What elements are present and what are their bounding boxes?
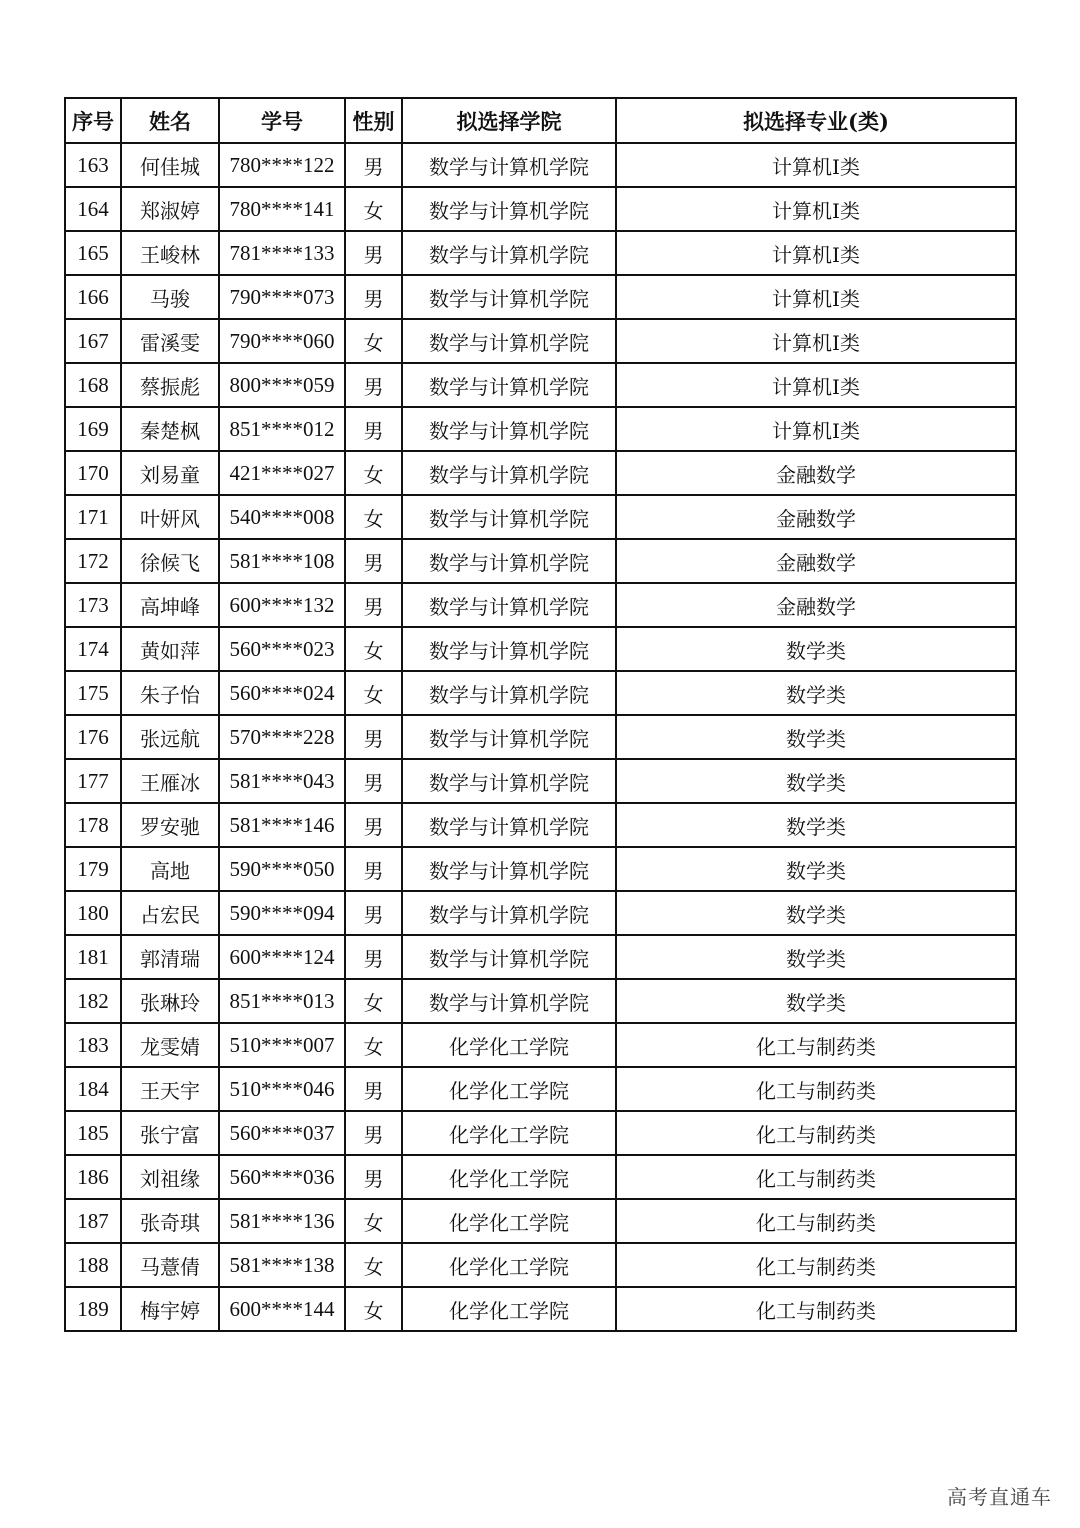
table-row bbox=[65, 715, 1016, 759]
table-row bbox=[65, 1067, 1016, 1111]
table-row bbox=[65, 1155, 1016, 1199]
cell-seq: 174 bbox=[65, 627, 121, 671]
cell-major: 化工与制药类 bbox=[616, 1111, 1016, 1155]
cell-student-id: 780****141 bbox=[219, 187, 345, 231]
cell-seq: 169 bbox=[65, 407, 121, 451]
cell-college: 数学与计算机学院 bbox=[402, 583, 616, 627]
cell-student-id: 800****059 bbox=[219, 363, 345, 407]
cell-gender: 男 bbox=[345, 891, 402, 935]
cell-seq: 179 bbox=[65, 847, 121, 891]
cell-name: 高坤峰 bbox=[121, 583, 219, 627]
cell-seq: 170 bbox=[65, 451, 121, 495]
table-row bbox=[65, 319, 1016, 363]
cell-name: 张琳玲 bbox=[121, 979, 219, 1023]
cell-major: 计算机Ⅰ类 bbox=[616, 275, 1016, 319]
cell-college: 数学与计算机学院 bbox=[402, 143, 616, 187]
cell-student-id: 581****138 bbox=[219, 1243, 345, 1287]
cell-college: 数学与计算机学院 bbox=[402, 847, 616, 891]
header-seq: 序号 bbox=[65, 98, 121, 143]
cell-college: 化学化工学院 bbox=[402, 1067, 616, 1111]
cell-seq: 165 bbox=[65, 231, 121, 275]
table-row bbox=[65, 231, 1016, 275]
cell-name: 王雁冰 bbox=[121, 759, 219, 803]
cell-name: 郑淑婷 bbox=[121, 187, 219, 231]
header-college: 拟选择学院 bbox=[402, 98, 616, 143]
cell-gender: 女 bbox=[345, 627, 402, 671]
header-gender: 性别 bbox=[345, 98, 402, 143]
cell-college: 化学化工学院 bbox=[402, 1111, 616, 1155]
cell-gender: 男 bbox=[345, 1111, 402, 1155]
cell-seq: 166 bbox=[65, 275, 121, 319]
table-row bbox=[65, 891, 1016, 935]
cell-student-id: 581****043 bbox=[219, 759, 345, 803]
cell-college: 数学与计算机学院 bbox=[402, 275, 616, 319]
cell-student-id: 570****228 bbox=[219, 715, 345, 759]
cell-seq: 168 bbox=[65, 363, 121, 407]
cell-college: 数学与计算机学院 bbox=[402, 935, 616, 979]
table-row bbox=[65, 1023, 1016, 1067]
cell-college: 数学与计算机学院 bbox=[402, 759, 616, 803]
header-name: 姓名 bbox=[121, 98, 219, 143]
cell-seq: 189 bbox=[65, 1287, 121, 1331]
cell-gender: 女 bbox=[345, 1243, 402, 1287]
cell-student-id: 510****046 bbox=[219, 1067, 345, 1111]
cell-student-id: 781****133 bbox=[219, 231, 345, 275]
cell-name: 黄如萍 bbox=[121, 627, 219, 671]
table-body bbox=[65, 143, 1016, 1331]
cell-gender: 男 bbox=[345, 759, 402, 803]
cell-student-id: 590****094 bbox=[219, 891, 345, 935]
table-row bbox=[65, 1243, 1016, 1287]
cell-name: 秦楚枫 bbox=[121, 407, 219, 451]
cell-name: 罗安驰 bbox=[121, 803, 219, 847]
cell-major: 数学类 bbox=[616, 979, 1016, 1023]
table-row bbox=[65, 627, 1016, 671]
cell-name: 郭清瑞 bbox=[121, 935, 219, 979]
cell-student-id: 600****144 bbox=[219, 1287, 345, 1331]
cell-seq: 173 bbox=[65, 583, 121, 627]
cell-seq: 186 bbox=[65, 1155, 121, 1199]
cell-college: 数学与计算机学院 bbox=[402, 451, 616, 495]
cell-name: 占宏民 bbox=[121, 891, 219, 935]
cell-major: 数学类 bbox=[616, 847, 1016, 891]
cell-seq: 188 bbox=[65, 1243, 121, 1287]
cell-college: 数学与计算机学院 bbox=[402, 891, 616, 935]
cell-college: 化学化工学院 bbox=[402, 1199, 616, 1243]
cell-student-id: 560****037 bbox=[219, 1111, 345, 1155]
cell-major: 化工与制药类 bbox=[616, 1243, 1016, 1287]
cell-college: 数学与计算机学院 bbox=[402, 231, 616, 275]
table-row bbox=[65, 187, 1016, 231]
cell-gender: 女 bbox=[345, 495, 402, 539]
cell-major: 计算机Ⅰ类 bbox=[616, 363, 1016, 407]
cell-seq: 183 bbox=[65, 1023, 121, 1067]
cell-college: 数学与计算机学院 bbox=[402, 671, 616, 715]
cell-gender: 男 bbox=[345, 539, 402, 583]
cell-student-id: 560****036 bbox=[219, 1155, 345, 1199]
cell-major: 金融数学 bbox=[616, 495, 1016, 539]
cell-major: 化工与制药类 bbox=[616, 1067, 1016, 1111]
cell-seq: 172 bbox=[65, 539, 121, 583]
cell-major: 计算机Ⅰ类 bbox=[616, 407, 1016, 451]
table-row bbox=[65, 583, 1016, 627]
cell-seq: 167 bbox=[65, 319, 121, 363]
table-row bbox=[65, 451, 1016, 495]
cell-student-id: 600****124 bbox=[219, 935, 345, 979]
cell-seq: 181 bbox=[65, 935, 121, 979]
cell-student-id: 421****027 bbox=[219, 451, 345, 495]
table-row bbox=[65, 363, 1016, 407]
cell-student-id: 540****008 bbox=[219, 495, 345, 539]
cell-name: 王天宇 bbox=[121, 1067, 219, 1111]
watermark-text: 高考直通车 bbox=[947, 1485, 1052, 1509]
cell-gender: 男 bbox=[345, 935, 402, 979]
cell-college: 数学与计算机学院 bbox=[402, 495, 616, 539]
cell-gender: 男 bbox=[345, 847, 402, 891]
cell-gender: 男 bbox=[345, 583, 402, 627]
cell-major: 数学类 bbox=[616, 759, 1016, 803]
cell-name: 马骏 bbox=[121, 275, 219, 319]
cell-student-id: 560****023 bbox=[219, 627, 345, 671]
cell-college: 化学化工学院 bbox=[402, 1023, 616, 1067]
cell-major: 数学类 bbox=[616, 803, 1016, 847]
cell-major: 金融数学 bbox=[616, 583, 1016, 627]
cell-seq: 187 bbox=[65, 1199, 121, 1243]
cell-name: 高地 bbox=[121, 847, 219, 891]
table-row bbox=[65, 803, 1016, 847]
cell-major: 计算机Ⅰ类 bbox=[616, 319, 1016, 363]
cell-gender: 女 bbox=[345, 319, 402, 363]
table-row bbox=[65, 275, 1016, 319]
cell-major: 计算机Ⅰ类 bbox=[616, 143, 1016, 187]
cell-student-id: 510****007 bbox=[219, 1023, 345, 1067]
cell-seq: 164 bbox=[65, 187, 121, 231]
cell-gender: 女 bbox=[345, 1023, 402, 1067]
cell-student-id: 790****060 bbox=[219, 319, 345, 363]
cell-name: 马薏倩 bbox=[121, 1243, 219, 1287]
cell-student-id: 581****146 bbox=[219, 803, 345, 847]
cell-seq: 176 bbox=[65, 715, 121, 759]
table-row bbox=[65, 143, 1016, 187]
cell-student-id: 851****013 bbox=[219, 979, 345, 1023]
cell-seq: 184 bbox=[65, 1067, 121, 1111]
cell-name: 徐候飞 bbox=[121, 539, 219, 583]
cell-gender: 女 bbox=[345, 671, 402, 715]
cell-major: 化工与制药类 bbox=[616, 1023, 1016, 1067]
cell-college: 数学与计算机学院 bbox=[402, 319, 616, 363]
cell-major: 化工与制药类 bbox=[616, 1155, 1016, 1199]
cell-seq: 185 bbox=[65, 1111, 121, 1155]
table-row bbox=[65, 671, 1016, 715]
cell-college: 数学与计算机学院 bbox=[402, 979, 616, 1023]
cell-college: 数学与计算机学院 bbox=[402, 539, 616, 583]
table-row bbox=[65, 539, 1016, 583]
cell-major: 化工与制药类 bbox=[616, 1199, 1016, 1243]
table-row bbox=[65, 1287, 1016, 1331]
table-row bbox=[65, 847, 1016, 891]
cell-name: 张远航 bbox=[121, 715, 219, 759]
table-row bbox=[65, 979, 1016, 1023]
header-row bbox=[65, 98, 1016, 143]
header-major: 拟选择专业(类) bbox=[616, 98, 1016, 143]
cell-major: 金融数学 bbox=[616, 451, 1016, 495]
cell-gender: 女 bbox=[345, 1287, 402, 1331]
cell-name: 何佳城 bbox=[121, 143, 219, 187]
cell-major: 数学类 bbox=[616, 715, 1016, 759]
header-student-id: 学号 bbox=[219, 98, 345, 143]
cell-student-id: 560****024 bbox=[219, 671, 345, 715]
cell-student-id: 581****136 bbox=[219, 1199, 345, 1243]
cell-major: 数学类 bbox=[616, 891, 1016, 935]
cell-gender: 男 bbox=[345, 715, 402, 759]
cell-gender: 男 bbox=[345, 275, 402, 319]
cell-major: 数学类 bbox=[616, 935, 1016, 979]
cell-gender: 男 bbox=[345, 803, 402, 847]
cell-major: 数学类 bbox=[616, 627, 1016, 671]
cell-gender: 男 bbox=[345, 143, 402, 187]
cell-major: 数学类 bbox=[616, 671, 1016, 715]
cell-student-id: 590****050 bbox=[219, 847, 345, 891]
cell-college: 数学与计算机学院 bbox=[402, 407, 616, 451]
cell-gender: 男 bbox=[345, 231, 402, 275]
cell-gender: 男 bbox=[345, 363, 402, 407]
cell-name: 龙雯婧 bbox=[121, 1023, 219, 1067]
cell-major: 金融数学 bbox=[616, 539, 1016, 583]
table-row bbox=[65, 495, 1016, 539]
cell-gender: 女 bbox=[345, 1199, 402, 1243]
cell-name: 梅宇婷 bbox=[121, 1287, 219, 1331]
cell-college: 数学与计算机学院 bbox=[402, 627, 616, 671]
cell-gender: 女 bbox=[345, 451, 402, 495]
cell-name: 刘易童 bbox=[121, 451, 219, 495]
cell-gender: 男 bbox=[345, 1067, 402, 1111]
cell-name: 张宁富 bbox=[121, 1111, 219, 1155]
cell-student-id: 600****132 bbox=[219, 583, 345, 627]
table-row bbox=[65, 407, 1016, 451]
cell-college: 数学与计算机学院 bbox=[402, 363, 616, 407]
cell-seq: 175 bbox=[65, 671, 121, 715]
table-row bbox=[65, 935, 1016, 979]
cell-name: 雷溪雯 bbox=[121, 319, 219, 363]
cell-gender: 女 bbox=[345, 187, 402, 231]
cell-gender: 女 bbox=[345, 979, 402, 1023]
cell-name: 蔡振彪 bbox=[121, 363, 219, 407]
student-table bbox=[64, 97, 1017, 1332]
table-row bbox=[65, 759, 1016, 803]
cell-major: 化工与制药类 bbox=[616, 1287, 1016, 1331]
cell-major: 计算机Ⅰ类 bbox=[616, 231, 1016, 275]
cell-seq: 180 bbox=[65, 891, 121, 935]
cell-major: 计算机Ⅰ类 bbox=[616, 187, 1016, 231]
cell-student-id: 790****073 bbox=[219, 275, 345, 319]
cell-college: 化学化工学院 bbox=[402, 1287, 616, 1331]
cell-gender: 男 bbox=[345, 407, 402, 451]
cell-college: 数学与计算机学院 bbox=[402, 715, 616, 759]
cell-seq: 163 bbox=[65, 143, 121, 187]
cell-name: 张奇琪 bbox=[121, 1199, 219, 1243]
cell-college: 数学与计算机学院 bbox=[402, 187, 616, 231]
cell-student-id: 851****012 bbox=[219, 407, 345, 451]
table-row bbox=[65, 1111, 1016, 1155]
cell-seq: 171 bbox=[65, 495, 121, 539]
cell-seq: 178 bbox=[65, 803, 121, 847]
table-row bbox=[65, 1199, 1016, 1243]
cell-seq: 182 bbox=[65, 979, 121, 1023]
cell-name: 王峻林 bbox=[121, 231, 219, 275]
cell-college: 数学与计算机学院 bbox=[402, 803, 616, 847]
cell-name: 刘祖缘 bbox=[121, 1155, 219, 1199]
cell-student-id: 780****122 bbox=[219, 143, 345, 187]
cell-college: 化学化工学院 bbox=[402, 1243, 616, 1287]
cell-name: 叶妍风 bbox=[121, 495, 219, 539]
cell-seq: 177 bbox=[65, 759, 121, 803]
cell-college: 化学化工学院 bbox=[402, 1155, 616, 1199]
cell-student-id: 581****108 bbox=[219, 539, 345, 583]
cell-gender: 男 bbox=[345, 1155, 402, 1199]
cell-name: 朱子怡 bbox=[121, 671, 219, 715]
